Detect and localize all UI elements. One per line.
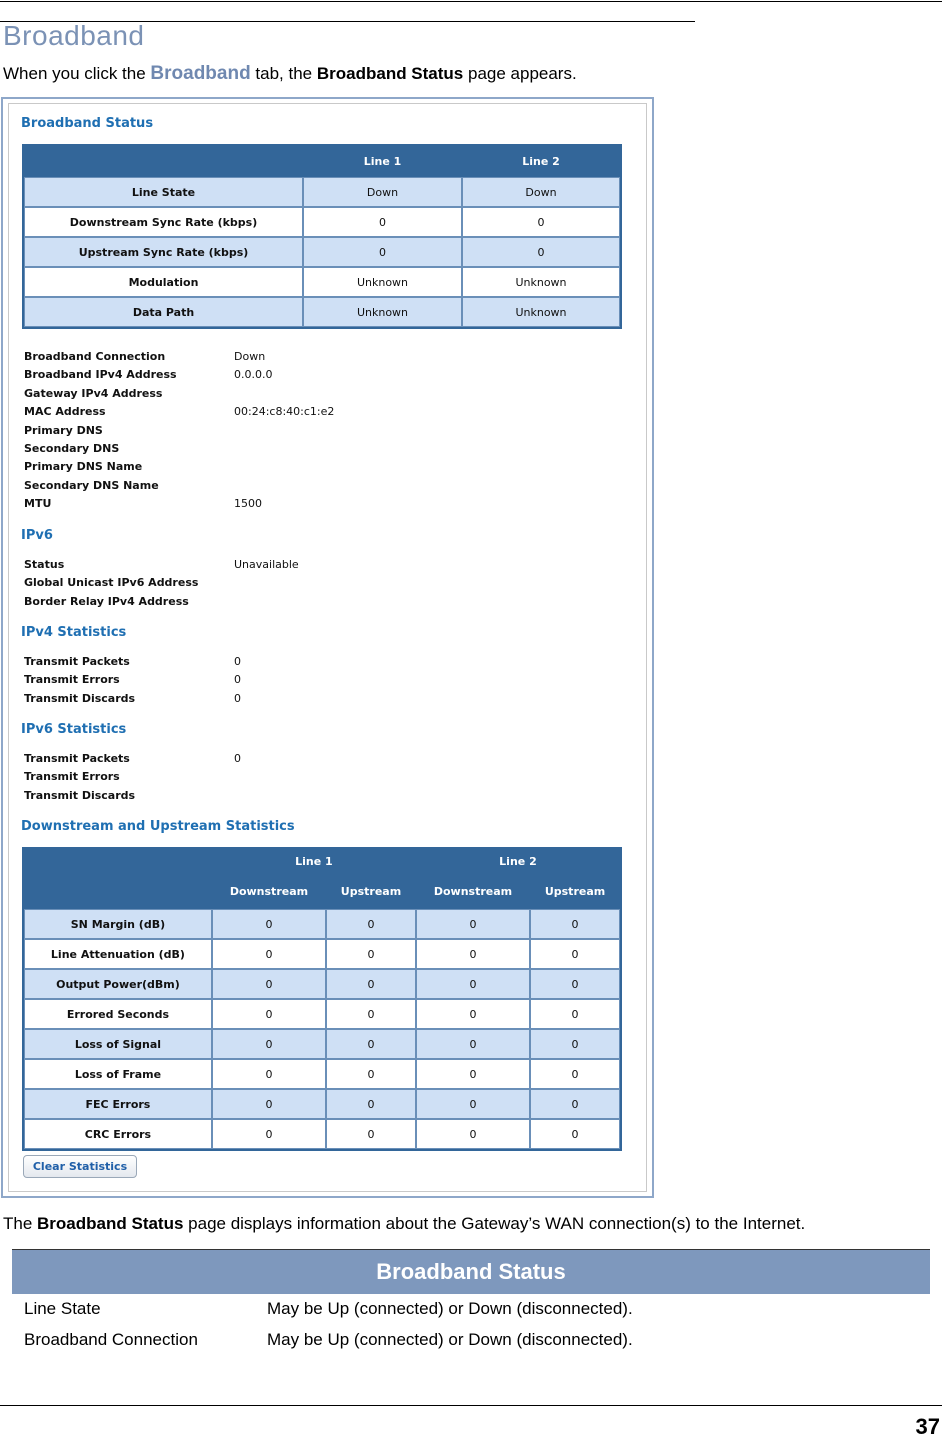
line-table-cell: 0 — [462, 237, 620, 267]
intro-page-name: Broadband Status — [316, 64, 464, 83]
du-table-subheader-empty — [24, 873, 212, 909]
line-table-row — [24, 237, 620, 267]
du-table-cell: 0 — [212, 909, 326, 939]
line-table-header-row — [24, 146, 620, 177]
ipv4-stat-label: Transmit Discards — [24, 691, 136, 705]
line-table-cell: Unknown — [462, 297, 620, 327]
du-table-cell: 0 — [416, 999, 530, 1029]
line-table-cell: Down — [462, 177, 620, 207]
line-table-header-line2: Line 2 — [462, 146, 620, 177]
du-table-row-label: FEC Errors — [24, 1089, 212, 1119]
broadband-status-table-header: Broadband Status — [12, 1249, 930, 1294]
connection-info-value: 00:24:c8:40:c1:e2 — [234, 405, 335, 419]
intro-middle: tab, the — [250, 64, 317, 83]
du-table-cell: 0 — [212, 999, 326, 1029]
du-table-row — [24, 1119, 620, 1149]
du-table-cell: 0 — [212, 969, 326, 999]
line-table-cell: Unknown — [303, 297, 462, 327]
clear-statistics-button[interactable]: Clear Statistics — [23, 1155, 137, 1178]
ipv6-info-label: Global Unicast IPv6 Address — [24, 576, 199, 590]
bs-table-description: May be Up (connected) or Down (disconnected). — [267, 1299, 633, 1318]
ipv6-info-label: Status — [24, 558, 65, 571]
du-table-row — [24, 1029, 620, 1059]
du-table-cell: 0 — [212, 1089, 326, 1119]
line-table-row — [24, 207, 620, 237]
du-table-row-label: Output Power(dBm) — [24, 969, 212, 999]
du-table-cell: 0 — [326, 1059, 416, 1089]
line-table-row — [24, 267, 620, 297]
du-table-row — [24, 1059, 620, 1089]
du-statistics-title: Downstream and Upstream Statistics — [21, 819, 295, 834]
intro-prefix: When you click the — [3, 64, 151, 83]
connection-info-value: Down — [234, 350, 266, 363]
du-table-cell: 0 — [326, 1119, 416, 1149]
du-table-subheader-upstream-2: Upstream — [530, 873, 620, 909]
doc-title: Broadband — [3, 20, 145, 51]
line-table-row — [24, 177, 620, 207]
du-table-cell: 0 — [212, 1059, 326, 1089]
connection-info-label: MAC Address — [24, 405, 106, 419]
line-table-row-label: Modulation — [24, 267, 303, 297]
du-table-row — [24, 999, 620, 1029]
du-statistics-table — [22, 847, 622, 1151]
du-table-cell: 0 — [212, 939, 326, 969]
du-table-cell: 0 — [212, 1029, 326, 1059]
description-suffix: page displays information about the Gateway’s WAN connection(s) to the Internet. — [183, 1214, 806, 1233]
line-table-cell: Unknown — [303, 267, 462, 297]
du-table-cell: 0 — [530, 909, 620, 939]
du-table-cell: 0 — [326, 1029, 416, 1059]
du-table-cell: 0 — [416, 1029, 530, 1059]
du-table-header-line2: Line 2 — [416, 849, 620, 873]
du-table-cell: 0 — [530, 999, 620, 1029]
du-table-subheader-downstream-2: Downstream — [416, 873, 530, 909]
du-table-row-label: Line Attenuation (dB) — [24, 939, 212, 969]
connection-info-label: MTU — [24, 497, 52, 511]
du-table-row — [24, 969, 620, 999]
line-table-cell: 0 — [303, 237, 462, 267]
ipv4-stat-value: 0 — [234, 655, 241, 668]
du-table-cell: 0 — [530, 939, 620, 969]
line-table-row-label: Upstream Sync Rate (kbps) — [24, 237, 303, 267]
line-table-cell: 0 — [462, 207, 620, 237]
bs-table-term: Broadband Connection — [24, 1330, 198, 1349]
du-table-row-label: CRC Errors — [24, 1119, 212, 1149]
connection-info-value: 1500 — [234, 497, 262, 511]
du-table-row-label: Loss of Signal — [24, 1029, 212, 1059]
du-table-subheader-upstream-1: Upstream — [326, 873, 416, 909]
du-table-cell: 0 — [530, 1059, 620, 1089]
connection-info-label: Primary DNS — [24, 423, 103, 437]
line-table-cell: Unknown — [462, 267, 620, 297]
du-table-row — [24, 909, 620, 939]
du-table-subheader-downstream-1: Downstream — [212, 873, 326, 909]
ipv4-stat-value: 0 — [234, 691, 241, 705]
description-prefix: The — [3, 1214, 38, 1233]
bs-table-description: May be Up (connected) or Down (disconnected). — [267, 1330, 633, 1349]
line-table-row — [24, 297, 620, 327]
line-table-header-empty — [24, 146, 303, 177]
du-table-row — [24, 1089, 620, 1119]
ipv6-info-value: Unavailable — [234, 558, 299, 571]
description-text — [3, 1214, 805, 1234]
du-table-row-label: SN Margin (dB) — [24, 909, 212, 939]
ipv6-statistics-title: IPv6 Statistics — [21, 722, 127, 737]
ipv6-info-label: Border Relay IPv4 Address — [24, 594, 189, 608]
connection-info-label: Broadband Connection — [24, 350, 166, 363]
bs-table-term: Line State — [24, 1299, 101, 1318]
du-table-cell: 0 — [530, 1119, 620, 1149]
ipv4-stat-label: Transmit Packets — [24, 655, 130, 668]
line-table-row-label: Data Path — [24, 297, 303, 327]
line-table-row-label: Line State — [24, 177, 303, 207]
du-table-cell: 0 — [326, 969, 416, 999]
connection-info-label: Primary DNS Name — [24, 460, 143, 474]
line-table-header-line1: Line 1 — [303, 146, 462, 177]
du-table-header-empty — [24, 849, 212, 873]
du-table-row-label: Loss of Frame — [24, 1059, 212, 1089]
du-table-cell: 0 — [326, 1089, 416, 1119]
description-page-name: Broadband Status — [37, 1214, 184, 1233]
line-table-cell: 0 — [303, 207, 462, 237]
intro-text — [3, 63, 577, 85]
ipv4-statistics-title: IPv4 Statistics — [21, 625, 127, 640]
du-table-row — [24, 939, 620, 969]
ipv6-title: IPv6 — [21, 528, 53, 543]
connection-info-label: Gateway IPv4 Address — [24, 386, 163, 400]
line-table-row-label: Downstream Sync Rate (kbps) — [24, 207, 303, 237]
connection-info-label: Secondary DNS Name — [24, 478, 159, 492]
connection-info-label: Secondary DNS — [24, 442, 120, 455]
du-table-cell: 0 — [416, 1089, 530, 1119]
ipv4-stat-label: Transmit Errors — [24, 673, 120, 687]
du-table-cell: 0 — [530, 969, 620, 999]
line-table-cell: Down — [303, 177, 462, 207]
intro-tab-name: Broadband — [150, 63, 251, 84]
du-table-header-line1: Line 1 — [212, 849, 416, 873]
du-table-cell: 0 — [416, 1119, 530, 1149]
du-table-sub-header-row — [24, 873, 620, 909]
du-table-cell: 0 — [326, 999, 416, 1029]
ipv6-stat-label: Transmit Discards — [24, 788, 136, 802]
connection-info-value: 0.0.0.0 — [234, 368, 273, 382]
du-table-line-header-row — [24, 849, 620, 873]
ipv6-stat-value: 0 — [234, 752, 241, 765]
connection-info-label: Broadband IPv4 Address — [24, 368, 177, 382]
ipv6-stat-label: Transmit Errors — [24, 770, 120, 784]
ipv6-stat-label: Transmit Packets — [24, 752, 130, 765]
top-rule — [0, 1, 942, 2]
du-table-cell: 0 — [416, 1059, 530, 1089]
du-table-cell: 0 — [416, 909, 530, 939]
du-table-cell: 0 — [530, 1089, 620, 1119]
du-table-cell: 0 — [416, 969, 530, 999]
du-table-cell: 0 — [326, 939, 416, 969]
footer-rule — [0, 1405, 942, 1406]
du-table-cell: 0 — [326, 909, 416, 939]
du-table-cell: 0 — [530, 1029, 620, 1059]
ipv4-stat-value: 0 — [234, 673, 241, 687]
line-status-table — [22, 144, 622, 329]
du-table-cell: 0 — [416, 939, 530, 969]
intro-suffix: page appears. — [463, 64, 577, 83]
broadband-status-title: Broadband Status — [21, 116, 154, 131]
du-table-cell: 0 — [212, 1119, 326, 1149]
page-number: 37 — [915, 1414, 940, 1439]
du-table-row-label: Errored Seconds — [24, 999, 212, 1029]
